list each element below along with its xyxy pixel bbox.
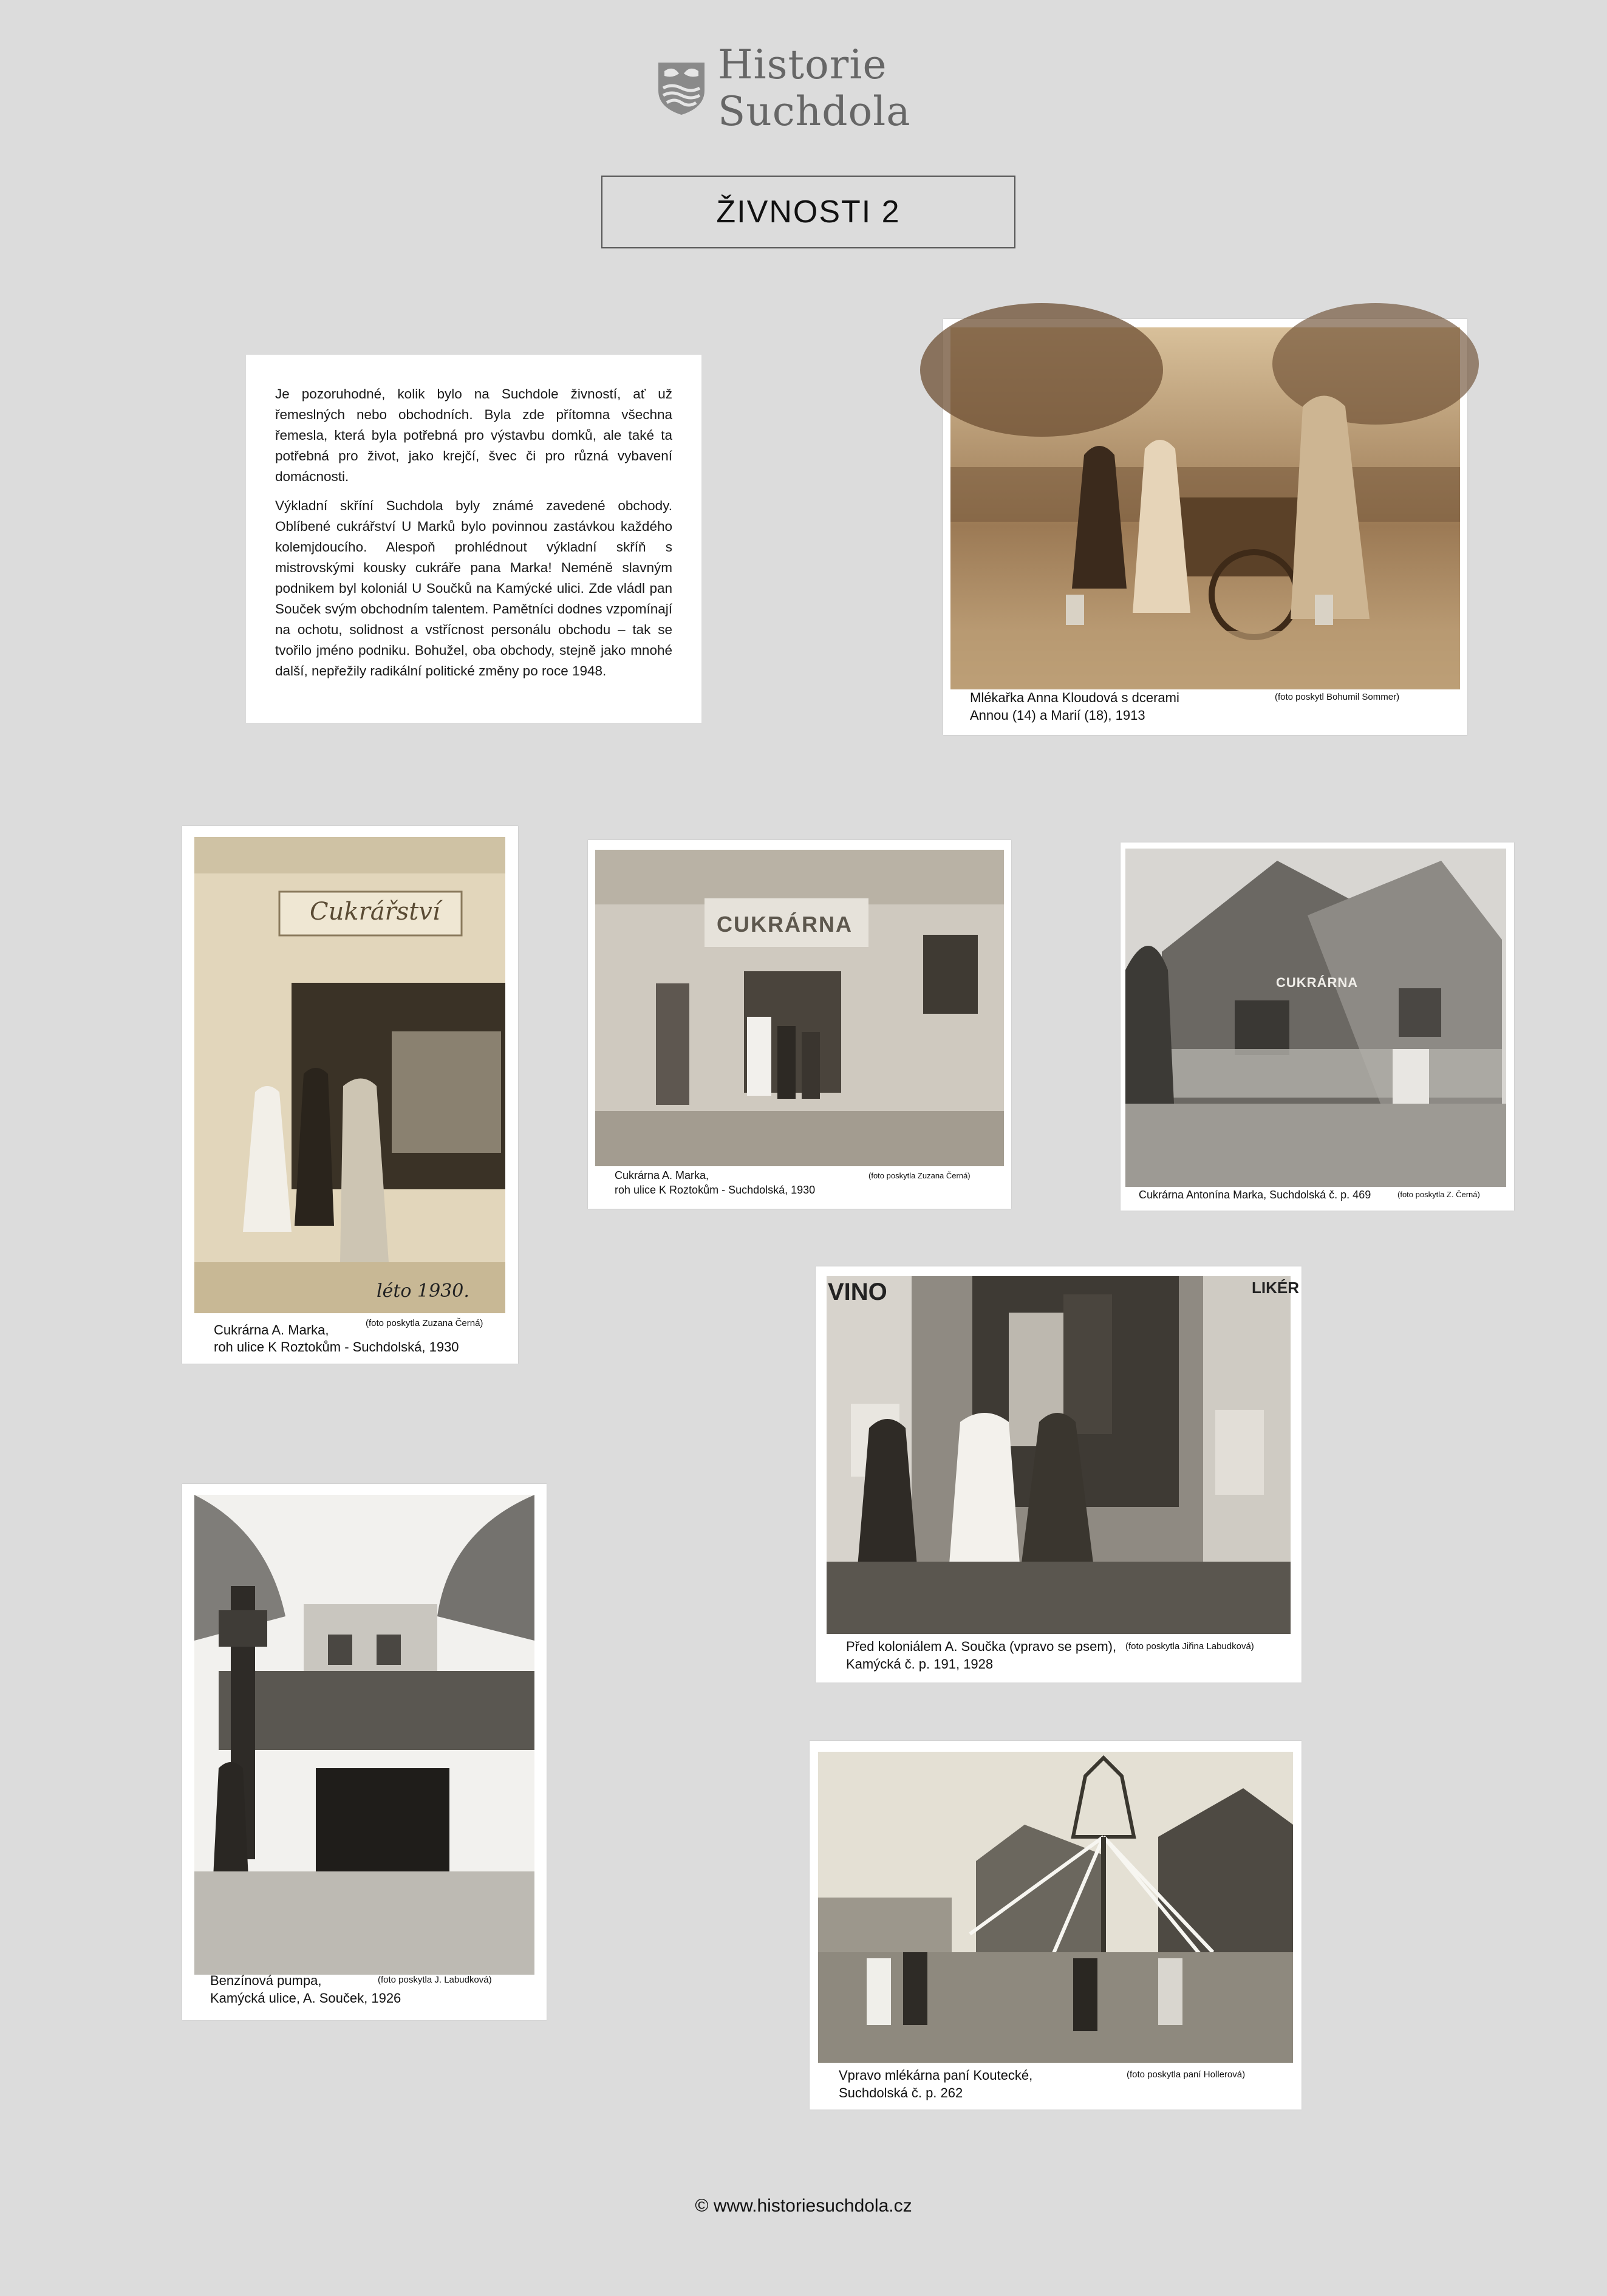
photo-cukrarna-house (1125, 849, 1506, 1187)
photo-cukrarstvi (194, 837, 505, 1313)
caption-cukrarna-corner-2: roh ulice K Roztokům - Suchdolská, 1930 (615, 1184, 816, 1196)
caption-cukrarna-house: Cukrárna Antonína Marka, Suchdolská č. p. 469 (1139, 1189, 1371, 1201)
photo-cukrarna-corner (595, 850, 1004, 1166)
photo-milk-woman (950, 327, 1460, 689)
credit-kolonial: (foto poskytla Jiřina Labudková) (1125, 1641, 1254, 1652)
site-logo (656, 41, 972, 135)
caption-pump-1: Benzínová pumpa, (210, 1973, 322, 1988)
credit-cukrarna-corner: (foto poskytla Zuzana Černá) (868, 1171, 971, 1180)
photo-card-kolonial (816, 1266, 1302, 1683)
caption-cukrarstvi-2: roh ulice K Roztokům - Suchdolská, 1930 (214, 1339, 459, 1355)
caption-kolonial-1: Před koloniálem A. Součka (vpravo se psem), (846, 1639, 1117, 1654)
photo-card-cukrarna-house (1121, 842, 1514, 1211)
credit-dairy: (foto poskytla paní Hollerová) (1127, 2069, 1246, 2080)
photo-card-cukrarstvi (182, 826, 518, 1364)
caption-milk-2: Annou (14) a Marií (18), 1913 (970, 708, 1145, 723)
caption-kolonial-2: Kamýcká č. p. 191, 1928 (846, 1656, 994, 1672)
caption-milk-1: Mlékařka Anna Kloudová s dcerami (970, 690, 1179, 705)
footer-copyright: © www.historiesuchdola.cz (695, 2196, 912, 2216)
caption-dairy-1: Vpravo mlékárna paní Koutecké, (839, 2068, 1033, 2083)
intro-text-card (246, 355, 701, 723)
photo-card-pump (182, 1484, 547, 2020)
sign-cukrarna-corner: CUKRÁRNA (717, 912, 853, 937)
credit-cukrarstvi: (foto poskytla Zuzana Černá) (366, 1318, 483, 1328)
sign-liker: LIKÉR (1252, 1279, 1299, 1297)
photo-pump (194, 1495, 534, 1975)
intro-paragraph-1: Je pozoruhodné, kolik bylo na Suchdole živností, ať už řemeslných nebo obchodních. Byla zde přítomna všechna řemesla, která byla potřebná pro výstavbu domků, ale také ta potřebná pro život, jako krejčí, švec či pro různá vybavení domácnosti. (275, 386, 672, 484)
credit-pump: (foto poskytla J. Labudková) (378, 1975, 492, 1985)
photo-card-cukrarna-corner (588, 840, 1011, 1209)
photo-card-milk-woman (943, 319, 1467, 735)
credit-cukrarna-house: (foto poskytla Z. Černá) (1397, 1190, 1480, 1199)
sign-cukrarna-house: CUKRÁRNA (1276, 975, 1359, 990)
photo-dairy (818, 1752, 1293, 2063)
sign-vino: VINO (828, 1279, 887, 1305)
caption-pump-2: Kamýcká ulice, A. Souček, 1926 (210, 1990, 401, 2006)
intro-paragraph-2: Výkladní skříní Suchdola byly známé zavedené obchody. Oblíbené cukrářství U Marků bylo povinnou zastávkou každého kolemjdoucího. Alespoň prohlédnout výkladní skříň s mistrovskými kousky cukráře pana Marka! Neméně slavným podnikem byl koloniál U Součků na Kamýcké ulici. Zde vládl pan Souček svým obchodním talentem. Pamětníci dodnes vzpomínají na ochotu, solidnost a vstřícnost personálu obchodu – tak se tvořilo jméno podniku. Bohužel, oba obchody, stejně jako mnohé další, nepřežily radikální politické změny po roce 1948. (275, 498, 672, 678)
caption-cukrarstvi-1: Cukrárna A. Marka, (214, 1322, 329, 1338)
handwriting-leto: léto 1930. (377, 1280, 469, 1302)
caption-dairy-2: Suchdolská č. p. 262 (839, 2085, 963, 2100)
page-title: ŽIVNOSTI 2 (716, 194, 901, 230)
caption-cukrarna-corner-1: Cukrárna A. Marka, (615, 1169, 709, 1181)
credit-milk: (foto poskytl Bohumil Sommer) (1275, 692, 1400, 702)
page-title-box (601, 176, 1015, 248)
suchdol-crest-icon (656, 60, 707, 116)
logo-text: Historie Suchdola (718, 41, 911, 135)
photo-card-dairy (810, 1741, 1302, 2110)
photo-kolonial (827, 1276, 1299, 1634)
sign-cukrarstvi: Cukrářství (310, 898, 440, 926)
